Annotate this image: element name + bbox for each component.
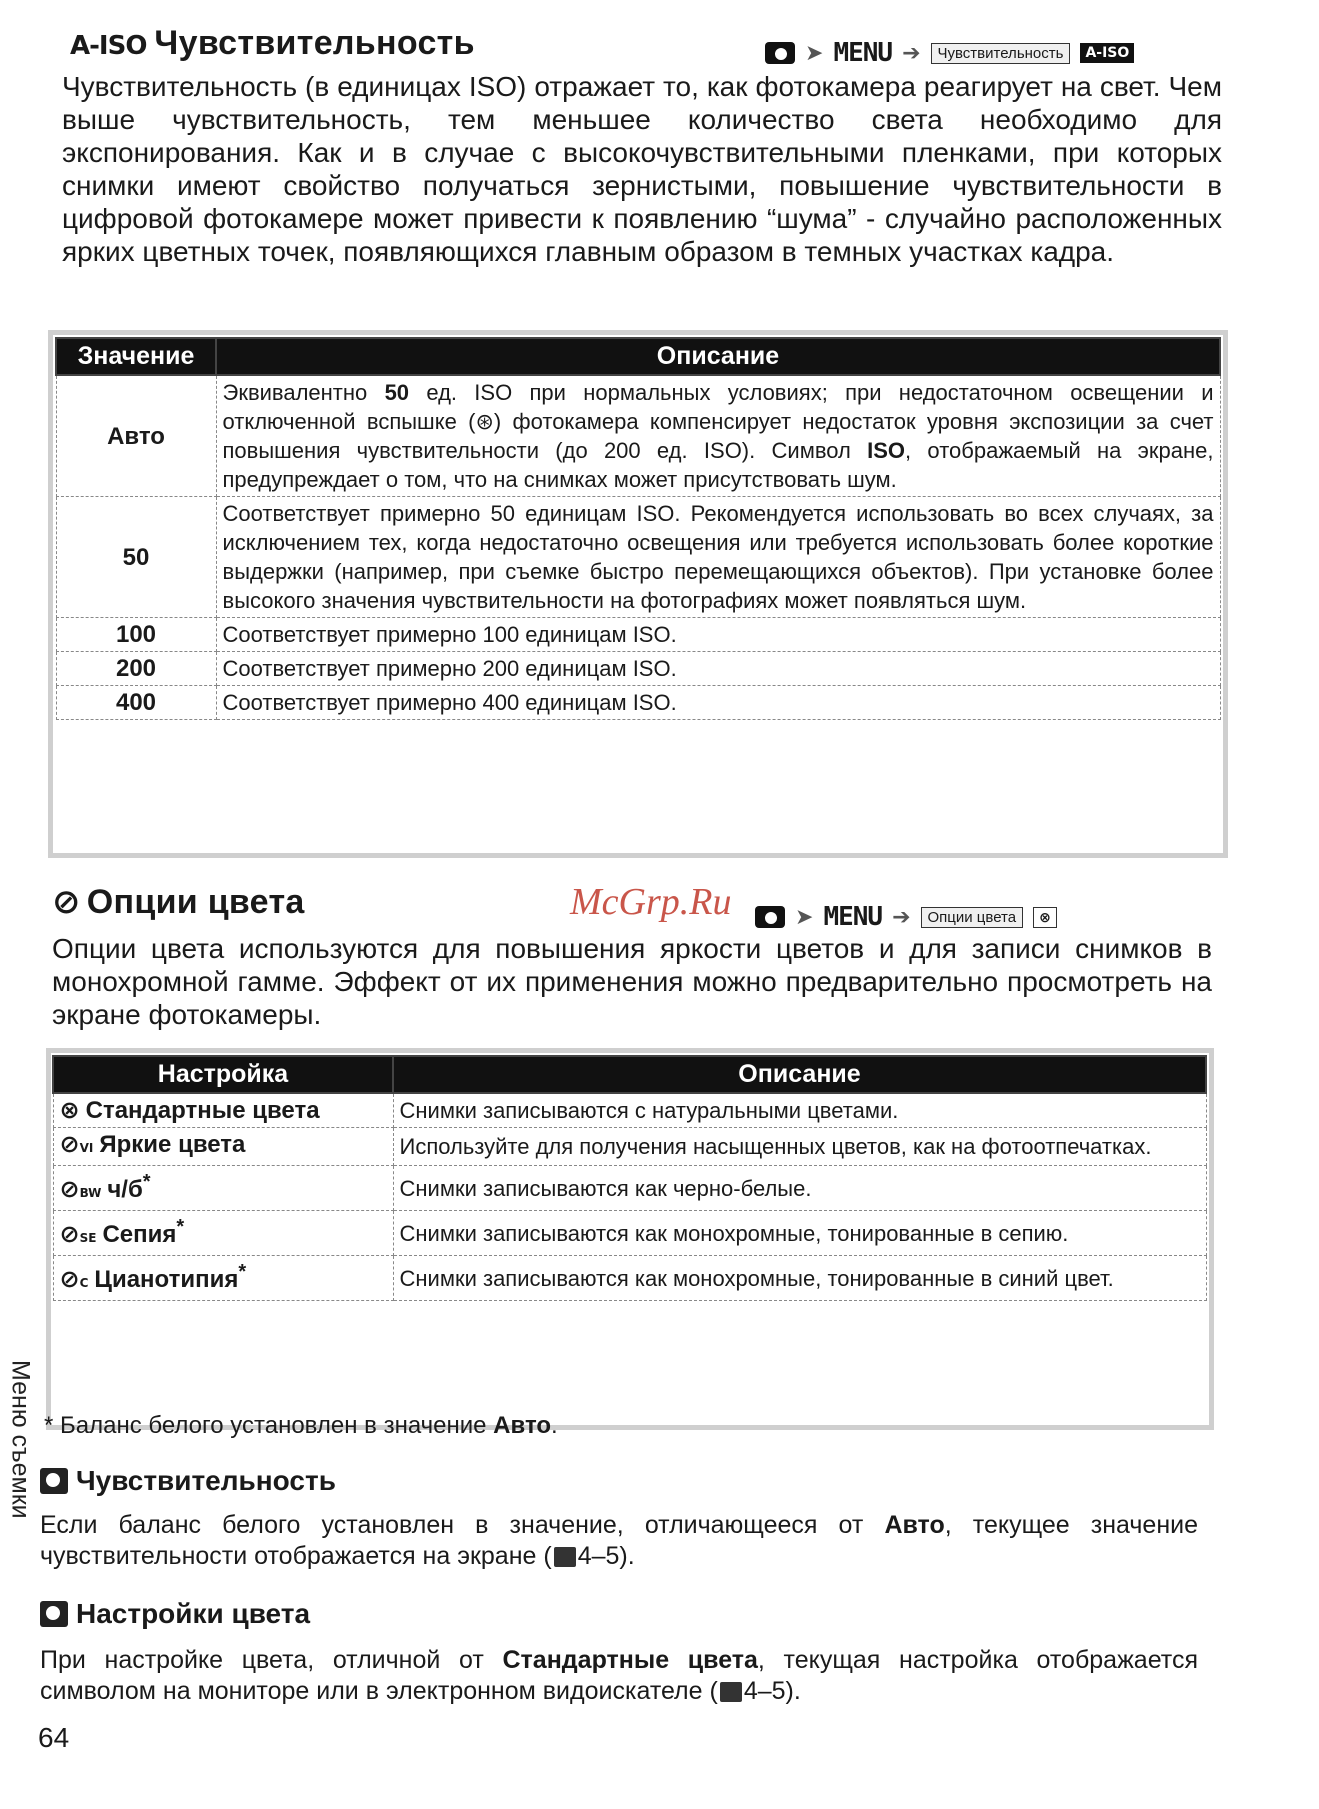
arrow-icon: ➔: [902, 40, 921, 65]
menu-item-label: Чувствительность: [931, 43, 1071, 64]
iso-title: Чувствительность: [154, 24, 475, 62]
arrow-icon: ➔: [892, 904, 911, 929]
note2-title: Настройки цвета: [76, 1598, 311, 1629]
camera-icon: [755, 906, 785, 928]
iso-value: 400: [56, 686, 216, 720]
iso-desc: Эквивалентно 50 ед. ISO при нормальных условиях; при недостаточном освещении и отключенной вспышке (⊛) фотокамера компенсирует недостаток уровня экспозиции за счет повышения чувствительности (до 200 ед. ISO). Символ ISO, отображаемый на экране, предупреждает о том, что на снимках может присутствовать шум.: [216, 375, 1220, 497]
color-setting: ⊘C Цианотипия*: [53, 1256, 393, 1301]
color-footnote: * Баланс белого установлен в значение Авто.: [44, 1412, 558, 1439]
side-tab: [0, 1360, 40, 1560]
arrow-icon: ➤: [805, 40, 824, 65]
iso-value: 100: [56, 618, 216, 652]
table-row: [56, 375, 1220, 497]
iso-intro-text: Чувствительность (в единицах ISO) отражает то, как фотокамера реагирует на свет. Чем выше чувствительность, тем меньшее количество света необходимо для экспонирования. Как и в случае с высокочувствительными пленками, при которых снимки имеют свойство получаться зернистыми, повышение чувствительности в цифровой фотокамере может привести к появлению “шума” - случайно расположенных ярких цветных точек, появляющихся главным образом в темных участках кадра.: [62, 71, 1222, 267]
standard-color-icon: ⊗: [59, 1096, 80, 1124]
menu-item-label: Опции цвета: [921, 907, 1024, 928]
cyanotype-icon: ⊘C: [59, 1265, 89, 1293]
iso-desc: Соответствует примерно 100 единицам ISO.: [216, 618, 1220, 652]
color-heading: [52, 882, 305, 922]
iso-breadcrumb: [765, 38, 1134, 68]
table-row: [53, 1093, 1206, 1128]
iso-col-value: Значение: [56, 338, 216, 375]
color-col-setting: Настройка: [53, 1056, 393, 1093]
watermark: McGrp.Ru: [570, 881, 732, 923]
note2-heading: [40, 1598, 310, 1630]
color-setting: ⊘VI Яркие цвета: [53, 1128, 393, 1166]
note2-body: При настройке цвета, отличной от Стандартные цвета, текущая настройка отображается символом на мониторе или в электронном видоискателе ( 4–5).: [40, 1646, 1198, 1705]
menu-label: MENU: [823, 902, 883, 932]
side-label: Меню съемки: [6, 1360, 35, 1519]
iso-mode-icon: A-ISO: [1080, 43, 1134, 63]
note-icon: [40, 1468, 68, 1494]
camera-icon: [765, 42, 795, 64]
iso-tag: A-ISO: [70, 31, 147, 61]
color-col-desc: Описание: [393, 1056, 1206, 1093]
color-title: Опции цвета: [86, 883, 305, 921]
iso-heading: [70, 24, 475, 63]
color-breadcrumb: [755, 902, 1057, 932]
iso-value: 200: [56, 652, 216, 686]
iso-desc: Соответствует примерно 50 единицам ISO. Рекомендуется использовать во всех случаях, за исключением тех, когда недостаточно освещения или требуется использовать более короткие выдержки (например, при съемке быстро перемещающихся объектов). При установке более высокого значения чувствительности на фотографиях может появляться шум.: [216, 497, 1220, 618]
table-row: [56, 686, 1220, 720]
color-table: [52, 1055, 1207, 1301]
reference-icon: [554, 1547, 576, 1567]
iso-desc: Соответствует примерно 400 единицам ISO.: [216, 686, 1220, 720]
table-row: [56, 618, 1220, 652]
table-row: [53, 1211, 1206, 1256]
sepia-icon: ⊘SE: [59, 1220, 97, 1248]
standard-color-icon: ⊗: [1033, 907, 1057, 928]
table-row: [56, 652, 1220, 686]
iso-value: 50: [56, 497, 216, 618]
color-desc: Снимки записываются как монохромные, тонированные в синий цвет.: [393, 1256, 1206, 1301]
table-row: [56, 497, 1220, 618]
iso-intro: [62, 70, 1222, 268]
iso-table: [55, 337, 1221, 720]
note1-heading: [40, 1465, 336, 1497]
menu-label: MENU: [833, 38, 893, 68]
color-desc: Снимки записываются с натуральными цветами.: [393, 1093, 1206, 1128]
vivid-color-icon: ⊘VI: [59, 1130, 94, 1158]
iso-col-desc: Описание: [216, 338, 1220, 375]
iso-value: Авто: [56, 375, 216, 497]
color-desc: Используйте для получения насыщенных цветов, как на фотоотпечатках.: [393, 1128, 1206, 1166]
black-white-icon: ⊘BW: [59, 1175, 102, 1203]
color-desc: Снимки записываются как черно-белые.: [393, 1166, 1206, 1211]
color-intro-text: Опции цвета используются для повышения яркости цветов и для записи снимков в монохромной гамме. Эффект от их применения можно предварительно просмотреть на экране фотокамеры.: [52, 933, 1212, 1030]
table-row: [53, 1256, 1206, 1301]
color-setting: ⊗ Стандартные цвета: [53, 1093, 393, 1128]
note-icon: [40, 1601, 68, 1627]
color-setting: ⊘BW ч/б*: [53, 1166, 393, 1211]
color-options-icon: ⊘: [52, 882, 81, 922]
color-setting: ⊘SE Сепия*: [53, 1211, 393, 1256]
table-row: [53, 1128, 1206, 1166]
arrow-icon: ➤: [795, 904, 814, 929]
note1-body: Если баланс белого установлен в значение, отличающееся от Авто, текущее значение чувствительности отображается на экране ( 4–5).: [40, 1511, 1198, 1570]
color-intro: [52, 932, 1212, 1031]
page-number: 64: [38, 1722, 70, 1753]
note1-title: Чувствительность: [76, 1465, 336, 1496]
iso-desc: Соответствует примерно 200 единицам ISO.: [216, 652, 1220, 686]
color-desc: Снимки записываются как монохромные, тонированные в сепию.: [393, 1211, 1206, 1256]
table-row: [53, 1166, 1206, 1211]
reference-icon: [720, 1682, 742, 1702]
